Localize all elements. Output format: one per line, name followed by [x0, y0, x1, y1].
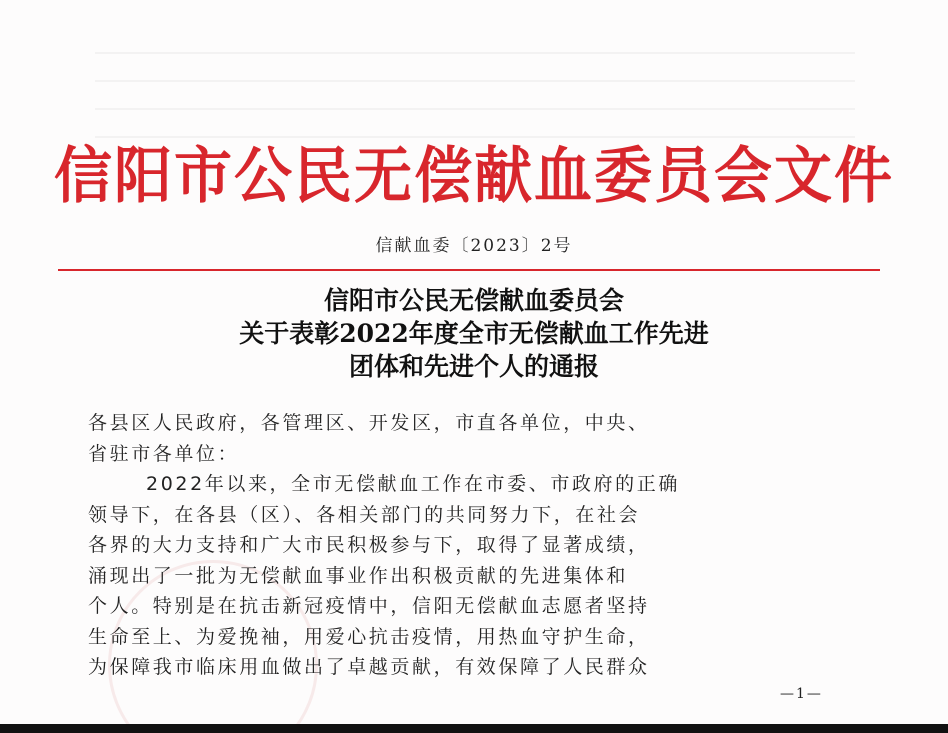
notice-title-line-1: 信阳市公民无偿献血委员会 [323, 286, 624, 315]
addressee-line-1: 各县区人民政府，各管理区、开发区，市直各单位，中央、 [88, 412, 650, 434]
addressee-line-2: 省驻市各单位： [88, 442, 240, 465]
paragraph-line: 各界的大力支持和广大市民积极参与下，取得了显著成绩， [88, 534, 650, 556]
page-number: —1— [780, 686, 823, 702]
bleed-through-text [95, 30, 855, 140]
paragraph-line: 为保障我市临床用血做出了卓越贡献，有效保障了人民群众 [88, 656, 650, 678]
paragraph-line: 领导下，在各县（区）、各相关部门的共同努力下，在社会 [88, 503, 641, 526]
red-divider-line [58, 269, 880, 271]
paragraph-line: 个人。特别是在抗击新冠疫情中，信阳无偿献血志愿者坚持 [88, 595, 650, 617]
scan-bottom-edge [0, 724, 948, 733]
notice-title-line-3: 团体和先进个人的通报 [348, 352, 599, 381]
notice-title-line-2: 关于表彰2022年度全市无偿献血工作先进 [239, 319, 709, 348]
document-header-title: 信阳市公民无偿献血委员会文件 [53, 139, 894, 211]
paragraph-line: 生命至上、为爱挽袖，用爱心抗击疫情，用热血守护生命， [88, 625, 650, 648]
body-text [88, 408, 868, 683]
paragraph-line: 涌现出了一批为无偿献血事业作出积极贡献的先进集体和 [88, 564, 629, 587]
document-number: 信献血委〔2023〕2号 [375, 236, 573, 256]
paragraph-line: 2022年以来，全市无偿献血工作在市委、市政府的正确 [146, 473, 680, 495]
notice-title [0, 284, 948, 383]
